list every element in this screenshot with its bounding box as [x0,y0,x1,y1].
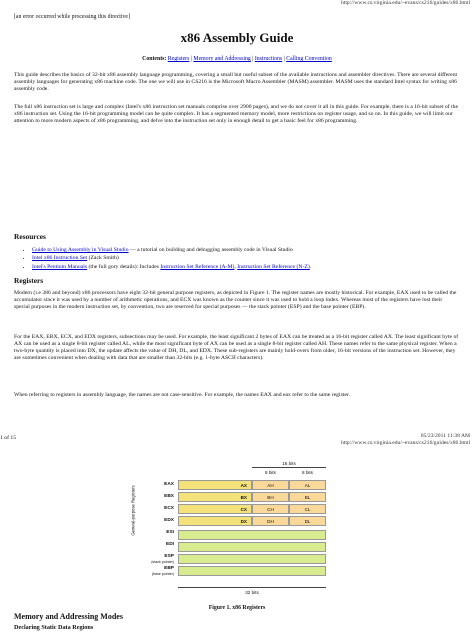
resource-link-pentium[interactable]: Intel's Pentium Manuals [32,263,88,270]
contents-link-memory[interactable]: Memory and Addressing [193,56,251,62]
memory-subheading: Declaring Static Data Regions [14,624,94,631]
figure-caption: Figure 1. x86 Registers [208,605,266,611]
resources-list [22,246,462,271]
register-name: EDI [166,542,174,547]
contents-nav: Contents: Registers | Memory and Addressing | Instructions | Calling Convention [142,56,332,62]
page-number: 1 of 15 [0,435,17,441]
register-16bit: DX [178,516,252,526]
list-item: • Guide to Using Assembly in Visual Studio — a tutorial on building and debugging assembly code in Visual Studio [32,246,462,254]
register-row [164,504,326,514]
bracket-line [252,467,326,468]
registers-heading: Registers [14,276,44,285]
register-low-byte: AL [289,480,326,490]
general-purpose-label: General-purpose Registers [130,484,136,536]
register-full-bar [178,566,326,576]
registers-paragraph-2: For the EAX, EBX, ECX, and EDX registers, subsections may be used. For example, the least significant 2 bytes of EAX can be treated as a 16-bit register called AX. The least significant byte of AX can be used as a single 8-bit register called AL, while the most significant byte of AX can be used as a single 8-bit register called AH. These names refer to the same physical register. When a two-byte quantity is placed into DX, the update affects the value of DH, DL, and EDX. These sub-registers are mainly hold-overs from older, 16-bit versions of the instruction set. However, they are sometimes convenient when dealing with data that are smaller than 32-bits (e.g. 1-byte ASCII characters). [14,334,459,361]
page-title: x86 Assembly Guide [180,30,294,45]
intro-paragraph-1: This guide describes the basics of 32-bit x86 assembly language programming, covering a small but useful subset of the available instructions and assembler directives. There are several different assembly languages for generating x86 machine code. The one we will use in CS216 is the Microsoft Macro Assembler (MASM) assembler. MASM uses the standard Intel syntax for writing x86 assembly code. [14,72,458,92]
contents-link-instructions[interactable]: Instructions [254,56,283,62]
list-item: • Intel's Pentium Manuals (the full gory details): Includes Instruction Set Reference (A-M), Instruction Set Reference (N-Z). [32,263,462,271]
register-row [164,492,326,502]
resource-link-visual-studio[interactable]: Guide to Using Assembly in Visual Studio [32,247,129,253]
resource-link-intel-set[interactable]: Intel x86 Instruction Set [32,255,88,262]
register-full-bar [178,554,326,564]
bits-8-label-hi: 8 bits [265,469,276,475]
footer-datetime: 05/23/2011 11:38 AM [420,433,470,439]
registers-paragraph-3: When referring to registers in assembly language, the names are not case-sensitive. For example, the names EAX and eax refer to the same register. [14,392,350,398]
memory-heading: Memory and Addressing Modes [14,612,123,621]
error-notice: [an error occurred while processing this directive] [14,14,130,20]
contents-link-registers[interactable]: Registers [167,56,190,62]
register-note: (stack pointer) [151,559,174,564]
register-full-bar [178,542,326,552]
register-name: ESI [166,530,174,535]
resource-link-ref-am[interactable]: Instruction Set Reference (A-M) [160,263,235,270]
register-row [166,542,326,552]
register-high-byte: BH [252,492,289,502]
bracket-line [178,587,326,588]
register-16bit: AX [178,480,252,490]
register-name: ESP [164,554,174,559]
register-row [166,530,326,540]
header-url: http://www.cs.virginia.edu/~evans/cs216/guides/x86.html [340,0,470,6]
register-high-byte: DH [252,516,289,526]
page-footer-meta [341,433,470,446]
list-item: • Intel x86 Instruction Set (Zack Smith) [32,254,462,262]
register-low-byte: CL [289,504,326,514]
register-high-byte: AH [252,480,289,490]
register-row [164,516,326,526]
register-low-byte: DL [289,516,326,526]
register-row [151,554,326,564]
register-name: EDX [164,518,174,523]
registers-paragraph-1: Modern (i.e 386 and beyond) x86 processors have eight 32-bit general purpose registers, as depicted in Figure 1. The register names are mostly historical. For example, EAX used to be called the accumulator since it was used by a number of arithmetic operations, and ECX was known as the counter since it was used to hold a loop index. Whereas most of the registers have lost their special purposes in the modern instruction set, by convention, two are reserved for special purposes — the stack pointer (ESP) and the base pointer (EBP). [14,290,457,310]
register-low-byte: BL [289,492,326,502]
register-note: (base pointer) [151,571,174,576]
contents-label: Contents: [142,56,167,62]
register-full-bar [178,530,326,540]
bits-8-label-lo: 8 bits [302,469,313,475]
registers-figure [118,460,368,595]
register-name: EBP [164,566,174,571]
register-name: ECX [164,506,174,511]
intro-paragraph-2: The full x86 instruction set is large and complex (Intel's x86 instruction set manuals comprise over 2900 pages), and we do not cover it all in this guide. For example, there is a 16-bit subset of the x86 instruction set. Using the 16-bit programming model can be quite complex. It has a segmented memory model, more restrictions on register usage, and so on. In this guide, we will limit our attention to more modern aspects of x86 programming, and delve into the instruction set only in enough detail to get a basic feel for x86 programming. [14,104,458,124]
register-name: EAX [164,482,174,487]
bits-32-label: 32 bits [245,589,259,595]
resources-heading: Resources [14,232,46,241]
footer-url: http://www.cs.virginia.edu/~evans/cs216/guides/x86.html [340,439,470,446]
register-row [151,566,326,576]
register-high-byte: CH [252,504,289,514]
contents-link-calling[interactable]: Calling Convention [286,56,332,62]
resource-link-ref-nz[interactable]: Instruction Set Reference (N-Z) [237,263,310,270]
register-row [164,480,326,490]
register-16bit: BX [178,492,252,502]
register-name: EBX [164,494,174,499]
bits-16-label: 16 bits [282,460,296,466]
register-16bit: CX [178,504,252,514]
